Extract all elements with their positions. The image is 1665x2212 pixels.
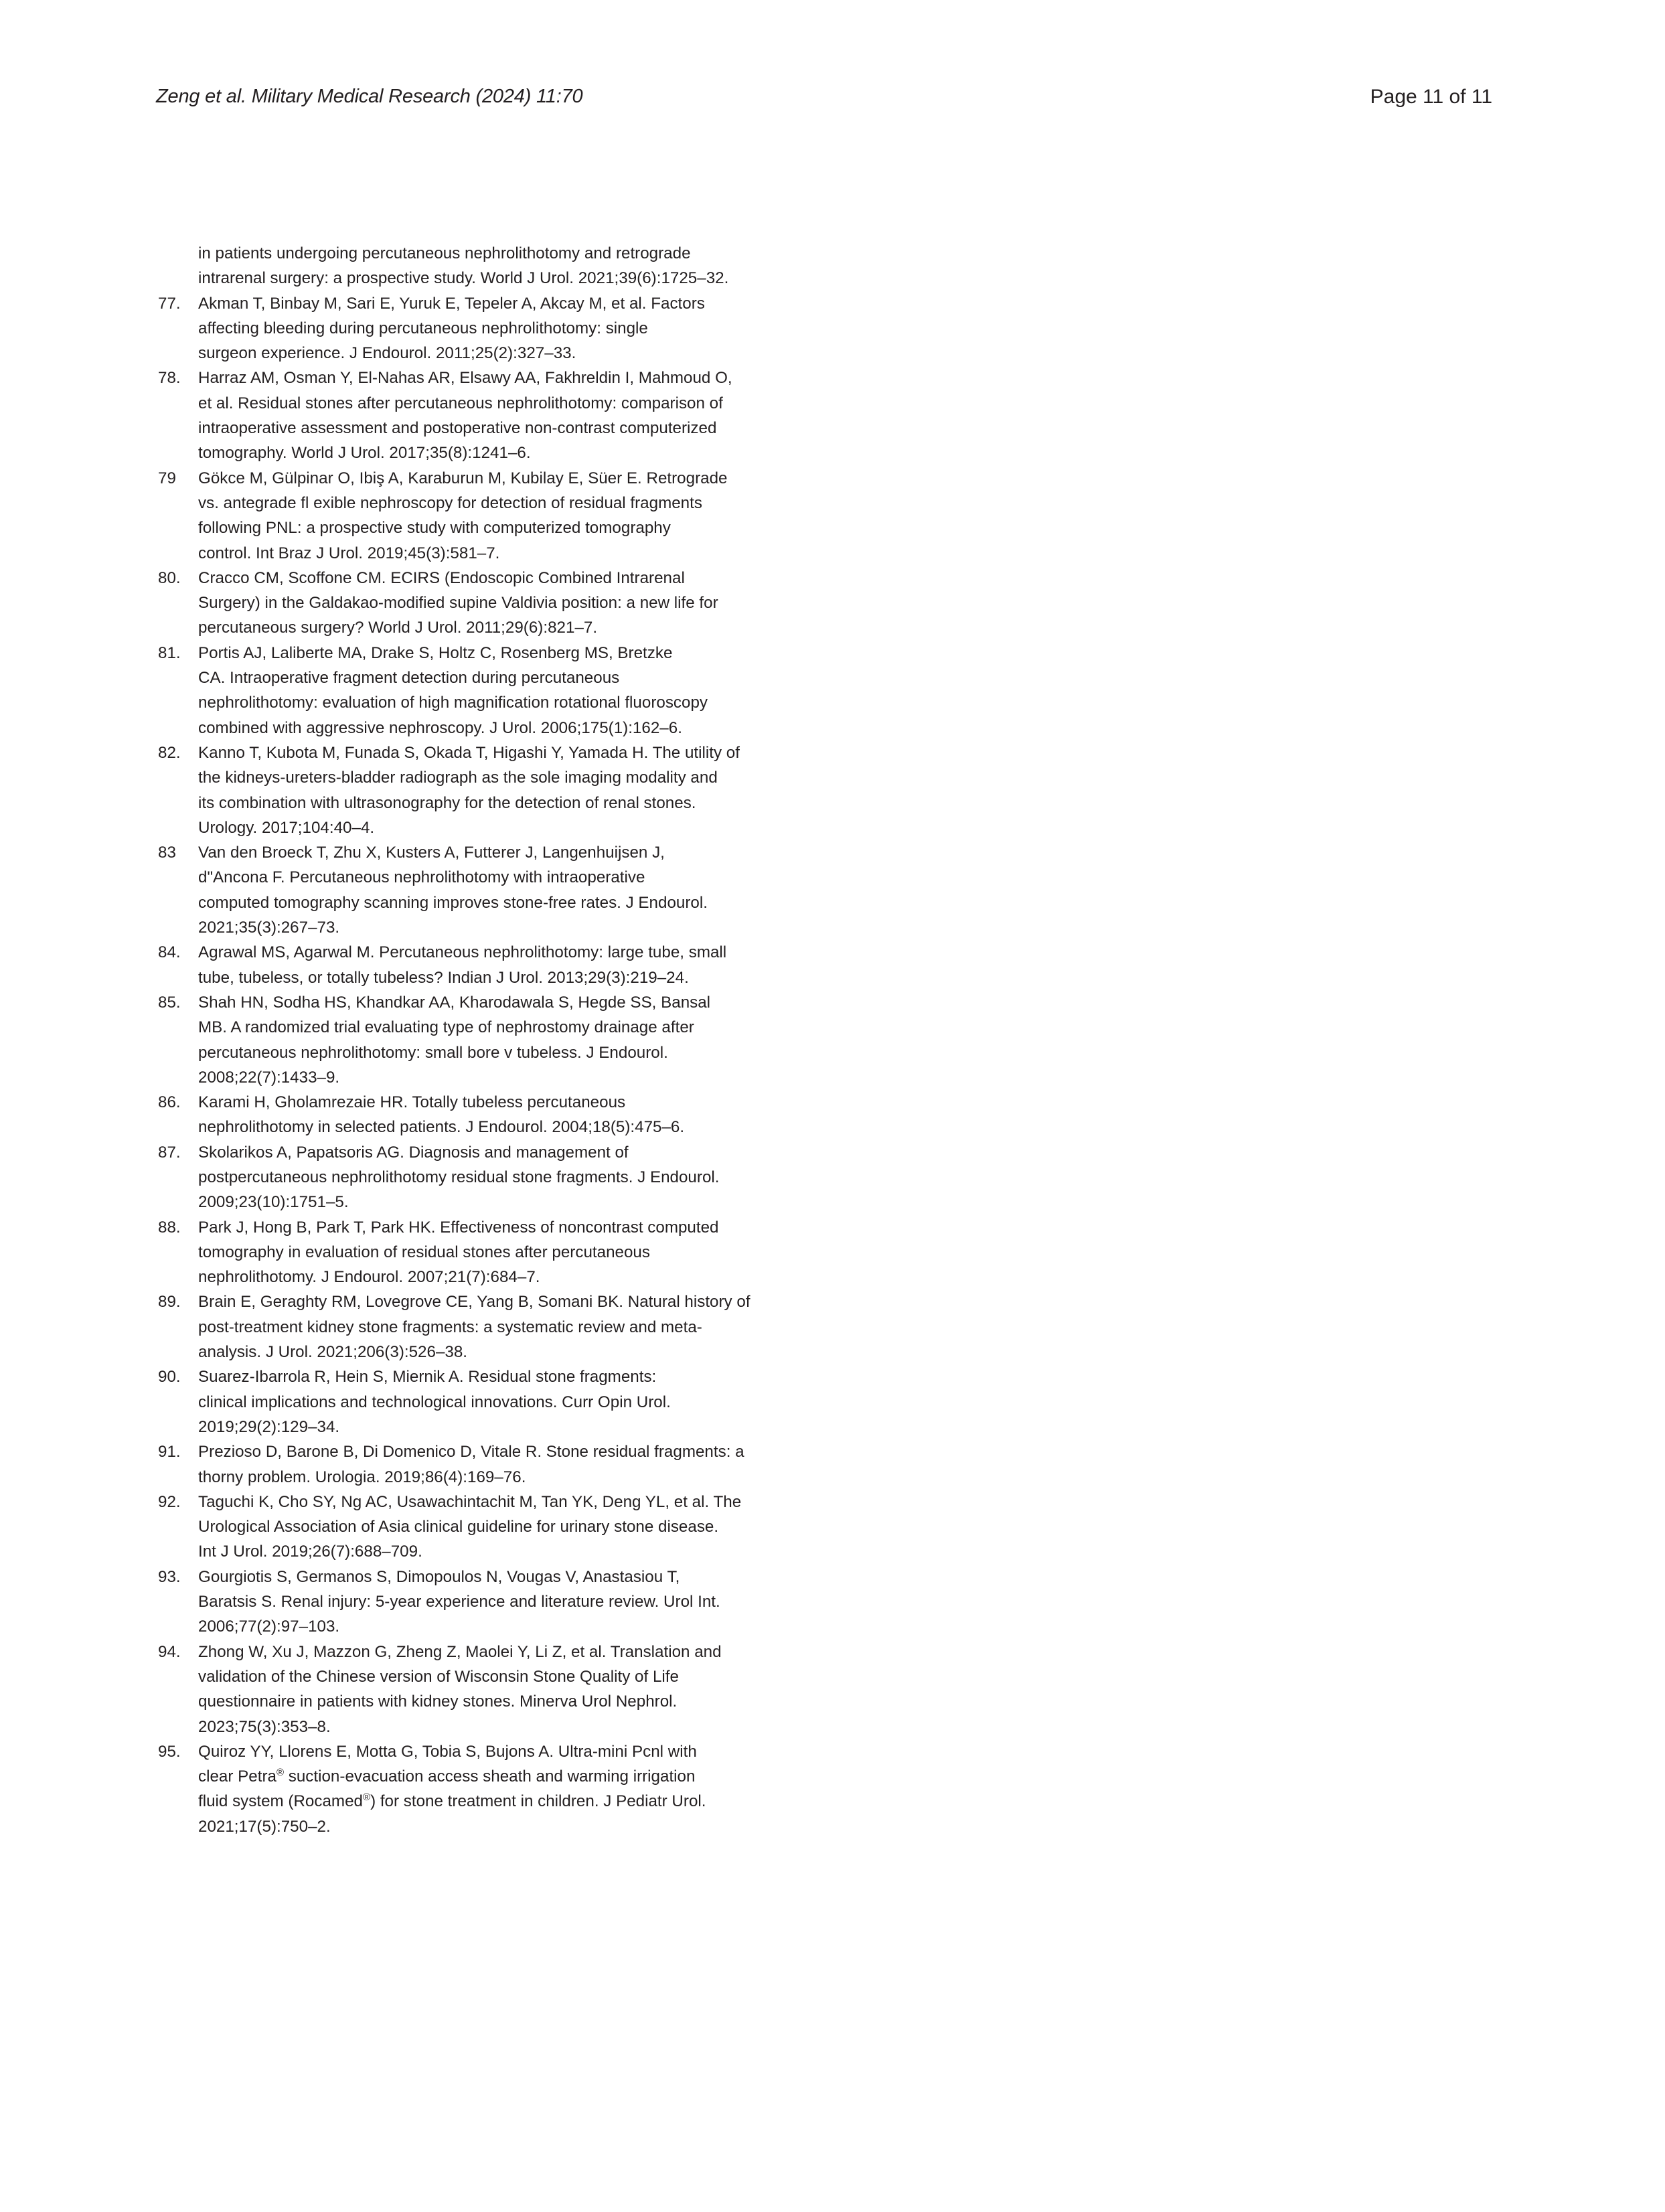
reference-line: intrarenal surgery: a prospective study. World J Urol. 2021;39(6):1725–32. (198, 269, 729, 288)
reference-line: Urological Association of Asia clinical guideline for urinary stone disease. (198, 1518, 719, 1536)
reference-line (198, 1764, 811, 1789)
reference-item (158, 1439, 811, 1490)
reference-item (158, 1565, 811, 1640)
reference-line: Suarez-Ibarrola R, Hein S, Miernik A. Residual stone fragments: (198, 1368, 657, 1387)
reference-list (158, 241, 811, 1839)
reference-line: Urology. 2017;104:40–4. (198, 818, 375, 837)
reference-item (158, 1215, 811, 1290)
reference-item (158, 291, 811, 366)
reference-line: Kanno T, Kubota M, Funada S, Okada T, Higashi Y, Yamada H. The utility of (198, 743, 740, 762)
reference-line: tomography in evaluation of residual stones after percutaneous (198, 1243, 650, 1261)
reference-line: clinical implications and technological innovations. Curr Opin Urol. (198, 1393, 671, 1411)
reference-line: post-treatment kidney stone fragments: a systematic review and meta- (198, 1318, 702, 1336)
reference-line: 2006;77(2):97–103. (198, 1617, 340, 1636)
reference-line: nephrolithotomy: evaluation of high magnification rotational fluoroscopy (198, 694, 708, 712)
page-header (156, 86, 1492, 126)
reference-text: Quiroz YY, Llorens E, Motta G, Tobia S, Bujons A. Ultra-mini Pcnl with (198, 1742, 697, 1761)
reference-number: 90. (158, 1368, 181, 1387)
reference-number: 77. (158, 294, 181, 313)
reference-item (158, 1090, 811, 1140)
reference-number: 95. (158, 1742, 181, 1761)
reference-line: Harraz AM, Osman Y, El-Nahas AR, Elsawy AA, Fakhreldin I, Mahmoud O, (198, 369, 732, 388)
reference-line: Gourgiotis S, Germanos S, Dimopoulos N, Vougas V, Anastasiou T, (198, 1567, 680, 1586)
reference-item (158, 990, 811, 1090)
reference-item (158, 1289, 811, 1364)
reference-item (158, 940, 811, 990)
reference-line: Park J, Hong B, Park T, Park HK. Effectiveness of noncontrast computed (198, 1218, 719, 1237)
reference-line: 2009;23(10):1751–5. (198, 1193, 349, 1212)
reference-text: suction-evacuation access sheath and warming irrigation (284, 1767, 696, 1786)
registered-mark: ® (276, 1767, 285, 1779)
reference-line: in patients undergoing percutaneous nephrolithotomy and retrograde (198, 244, 691, 262)
reference-item (158, 641, 811, 740)
reference-line: nephrolithotomy in selected patients. J Endourol. 2004;18(5):475–6. (198, 1118, 685, 1137)
reference-line: Van den Broeck T, Zhu X, Kusters A, Futterer J, Langenhuijsen J, (198, 844, 665, 862)
reference-number: 91. (158, 1443, 181, 1462)
running-head-authors: Zeng et al. (156, 86, 246, 107)
reference-item (158, 1364, 811, 1439)
reference-line: its combination with ultrasonography for the detection of renal stones. (198, 793, 696, 812)
reference-item (158, 241, 811, 291)
reference-number: 89. (158, 1293, 181, 1312)
registered-mark: ® (363, 1792, 371, 1804)
reference-line: Agrawal MS, Agarwal M. Percutaneous nephrolithotomy: large tube, small (198, 943, 727, 962)
reference-number: 82. (158, 743, 181, 762)
page-number: Page 11 of 11 (1370, 86, 1492, 108)
reference-line: computed tomography scanning improves stone-free rates. J Endourol. (198, 893, 708, 912)
reference-line: thorny problem. Urologia. 2019;86(4):169–76. (198, 1468, 526, 1486)
reference-line: Gökce M, Gülpinar O, Ibiş A, Karaburun M, Kubilay E, Süer E. Retrograde (198, 469, 728, 487)
reference-number: 80. (158, 568, 181, 587)
reference-line: Cracco CM, Scoffone CM. ECIRS (Endoscopic Combined Intrarenal (198, 568, 685, 587)
running-head-journal: Military Medical Research (251, 86, 471, 107)
reference-line: et al. Residual stones after percutaneous nephrolithotomy: comparison of (198, 394, 723, 412)
reference-number: 84. (158, 943, 181, 962)
reference-95 (158, 1739, 811, 1839)
reference-line: Karami H, Gholamrezaie HR. Totally tubeless percutaneous (198, 1093, 626, 1112)
reference-item (158, 740, 811, 840)
reference-item (158, 1490, 811, 1565)
reference-line: validation of the Chinese version of Wisconsin Stone Quality of Life (198, 1667, 679, 1686)
reference-item (158, 840, 811, 940)
reference-line: d"Ancona F. Percutaneous nephrolithotomy with intraoperative (198, 868, 645, 887)
reference-line: Shah HN, Sodha HS, Khandkar AA, Kharodawala S, Hegde SS, Bansal (198, 993, 711, 1012)
reference-line: combined with aggressive nephroscopy. J Urol. 2006;175(1):162–6. (198, 718, 682, 737)
reference-line: tomography. World J Urol. 2017;35(8):1241–6. (198, 444, 531, 463)
reference-item (158, 1640, 811, 1739)
reference-line: percutaneous nephrolithotomy: small bore v tubeless. J Endourol. (198, 1043, 668, 1062)
reference-line: nephrolithotomy. J Endourol. 2007;21(7):684–7. (198, 1268, 540, 1287)
running-head (156, 86, 582, 108)
reference-line: the kidneys-ureters-bladder radiograph as the sole imaging modality and (198, 769, 718, 787)
reference-line: questionnaire in patients with kidney stones. Minerva Urol Nephrol. (198, 1692, 678, 1711)
reference-line: Skolarikos A, Papatsoris AG. Diagnosis and management of (198, 1143, 629, 1162)
reference-line (198, 1739, 811, 1764)
reference-number: 83 (158, 844, 176, 862)
reference-number: 85. (158, 993, 181, 1012)
reference-line: CA. Intraoperative fragment detection during percutaneous (198, 669, 620, 688)
reference-number: 81. (158, 643, 181, 662)
reference-line: intraoperative assessment and postoperative non-contrast computerized (198, 419, 717, 438)
reference-line: Baratsis S. Renal injury: 5-year experience and literature review. Urol Int. (198, 1593, 720, 1611)
reference-line: affecting bleeding during percutaneous nephrolithotomy: single (198, 319, 648, 337)
reference-line: control. Int Braz J Urol. 2019;45(3):581–7. (198, 544, 500, 562)
reference-number: 87. (158, 1143, 181, 1162)
reference-line: percutaneous surgery? World J Urol. 2011;29(6):821–7. (198, 619, 598, 637)
reference-line: analysis. J Urol. 2021;206(3):526–38. (198, 1343, 468, 1362)
reference-number: 94. (158, 1642, 181, 1661)
reference-number: 88. (158, 1218, 181, 1237)
reference-line: Zhong W, Xu J, Mazzon G, Zheng Z, Maolei Y, Li Z, et al. Translation and (198, 1642, 722, 1661)
reference-line: postpercutaneous nephrolithotomy residual stone fragments. J Endourol. (198, 1168, 720, 1186)
reference-line: Brain E, Geraghty RM, Lovegrove CE, Yang B, Somani BK. Natural history of (198, 1293, 750, 1312)
reference-text: clear Petra (198, 1767, 276, 1786)
reference-line: Prezioso D, Barone B, Di Domenico D, Vitale R. Stone residual fragments: a (198, 1443, 744, 1462)
running-head-citation: (2024) 11:70 (475, 86, 583, 107)
reference-number: 92. (158, 1492, 181, 1511)
reference-line: 2021;35(3):267–73. (198, 919, 340, 937)
reference-line: tube, tubeless, or totally tubeless? Indian J Urol. 2013;29(3):219–24. (198, 968, 689, 987)
reference-number: 79 (158, 469, 176, 487)
reference-line: Surgery) in the Galdakao-modified supine Valdivia position: a new life for (198, 594, 718, 613)
reference-item (158, 366, 811, 465)
reference-item (158, 466, 811, 566)
reference-line: Portis AJ, Laliberte MA, Drake S, Holtz C, Rosenberg MS, Bretzke (198, 643, 673, 662)
reference-line: Int J Urol. 2019;26(7):688–709. (198, 1543, 422, 1561)
reference-line: Taguchi K, Cho SY, Ng AC, Usawachintachit M, Tan YK, Deng YL, et al. The (198, 1492, 742, 1511)
reference-number: 78. (158, 369, 181, 388)
reference-text: 2021;17(5):750–2. (198, 1817, 331, 1836)
reference-item (158, 566, 811, 641)
reference-line (198, 1789, 811, 1814)
reference-number: 93. (158, 1567, 181, 1586)
reference-text: ) for stone treatment in children. J Pediatr Urol. (370, 1792, 706, 1811)
reference-line (198, 1814, 811, 1839)
reference-text: fluid system (Rocamed (198, 1792, 363, 1811)
reference-item (158, 1140, 811, 1215)
reference-line: MB. A randomized trial evaluating type of nephrostomy drainage after (198, 1018, 694, 1037)
reference-line: following PNL: a prospective study with computerized tomography (198, 519, 671, 538)
reference-line: 2008;22(7):1433–9. (198, 1068, 340, 1087)
reference-line: Akman T, Binbay M, Sari E, Yuruk E, Tepeler A, Akcay M, et al. Factors (198, 294, 705, 313)
reference-number: 86. (158, 1093, 181, 1112)
reference-line: surgeon experience. J Endourol. 2011;25(2):327–33. (198, 344, 576, 363)
reference-line: 2023;75(3):353–8. (198, 1717, 331, 1736)
reference-line: 2019;29(2):129–34. (198, 1417, 340, 1436)
reference-line: vs. antegrade fl exible nephroscopy for detection of residual fragments (198, 493, 702, 512)
